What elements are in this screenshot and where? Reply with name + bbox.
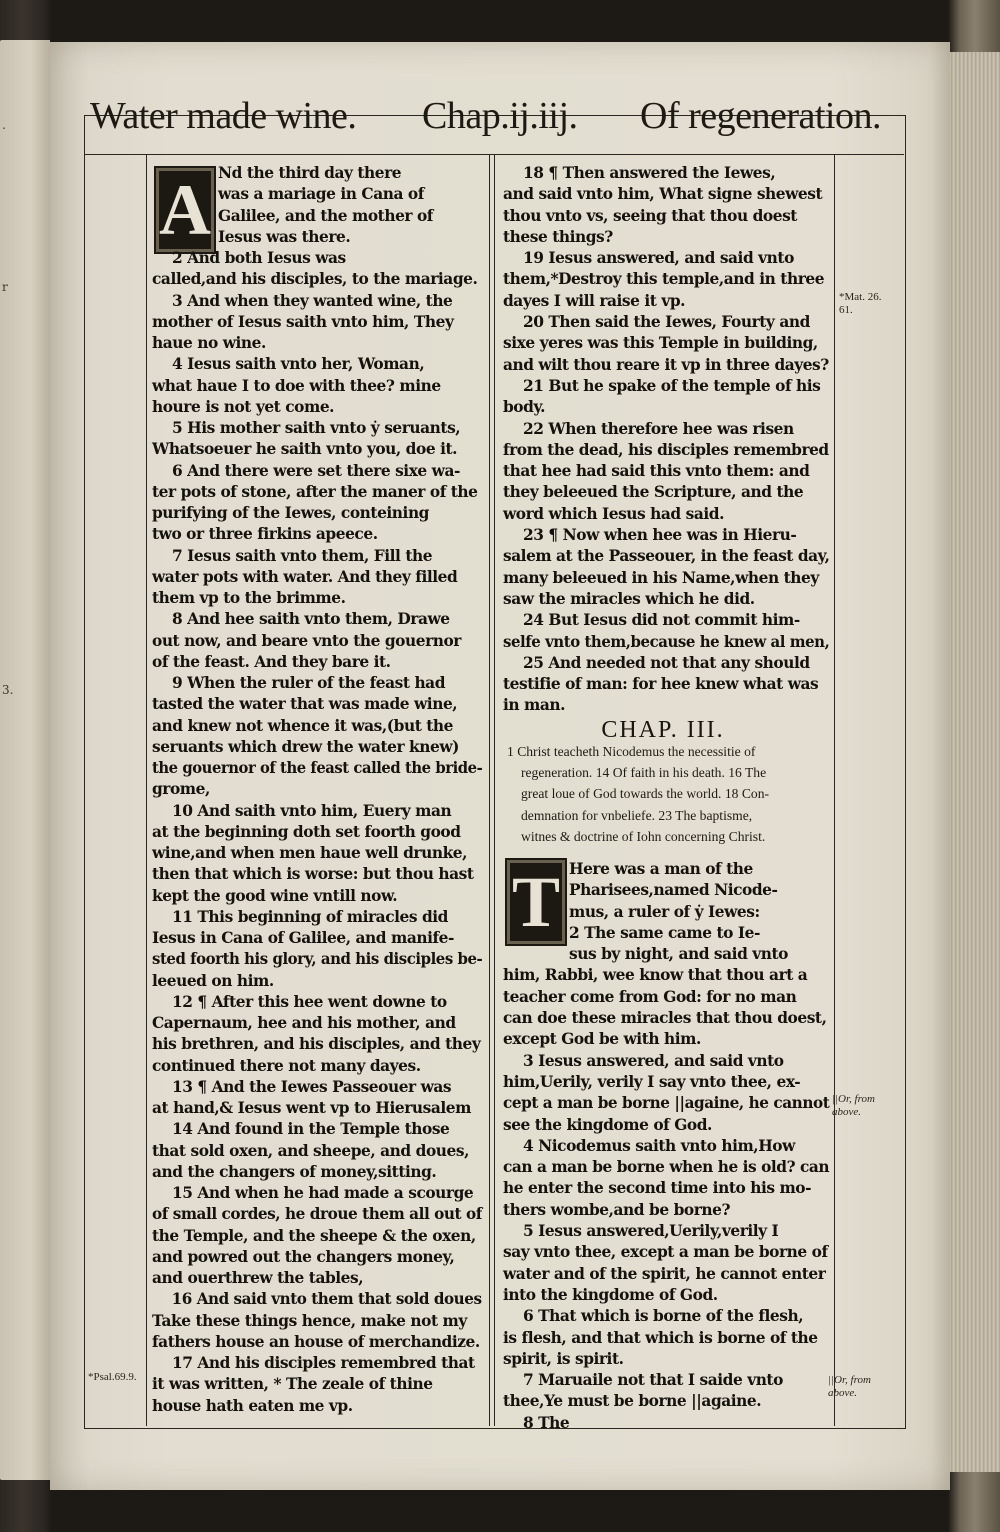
text-line: at the beginning doth set foorth good xyxy=(152,822,461,841)
margin-note-matthew: *Mat. 26. 61. xyxy=(839,291,882,316)
right-column-text-bottom xyxy=(503,859,829,1434)
text-line: them,*Destroy this temple,and in three xyxy=(503,270,825,289)
text-line: sixe yeres was this Temple in building, xyxy=(503,334,818,353)
text-line: him, Rabbi, wee know that thou art a xyxy=(503,966,808,985)
text-line: houre is not yet come. xyxy=(152,397,335,416)
text-line: 3 Iesus answered, and said vnto xyxy=(523,1051,784,1070)
text-line: dayes I will raise it vp. xyxy=(503,291,686,310)
left-column-text xyxy=(152,163,482,1417)
text-line: and the changers of money,sitting. xyxy=(152,1162,437,1181)
text-line: grome, xyxy=(152,780,210,799)
text-line: cept a man be borne ||againe, he cannot xyxy=(503,1094,830,1113)
running-head-chapter: Chap.ij.iij. xyxy=(422,95,578,137)
page-stack-edges xyxy=(948,52,1000,1472)
left-edge-mark: . xyxy=(2,118,6,132)
left-margin-rule xyxy=(146,154,147,1426)
running-head-left: Water made wine. xyxy=(90,95,357,137)
text-line: 6 And there were set there sixe wa- xyxy=(172,461,460,480)
right-column-text-top xyxy=(503,163,829,717)
text-line: teacher come from God: for no man xyxy=(503,987,797,1006)
text-line: at hand,& Iesus went vp to Hierusalem xyxy=(152,1099,471,1117)
text-line: kept the good wine vntill now. xyxy=(152,886,398,905)
text-line: Take these things hence, make not my xyxy=(152,1311,467,1330)
text-line: 20 Then said the Iewes, Fourty and xyxy=(523,313,810,332)
text-line: sus by night, and said vnto xyxy=(569,945,788,964)
text-line: in man. xyxy=(503,696,566,715)
text-line: is flesh, and that which is borne of the xyxy=(503,1328,818,1347)
left-edge-mark: 3. xyxy=(2,683,14,697)
text-line: 5 His mother saith vnto ẏ seruants, xyxy=(172,419,461,437)
text-line: Whatsoeuer he saith vnto you, doe it. xyxy=(152,440,458,459)
text-line: called,and his disciples, to the mariage. xyxy=(152,270,478,289)
text-line: 15 And when he had made a scourge xyxy=(172,1184,474,1202)
summary-line: 1 Christ teacheth Nicodemus the necessitie of xyxy=(507,744,756,759)
text-line: that sold oxen, and sheepe, and doues, xyxy=(152,1141,469,1160)
text-line: sted foorth his glory, and his disciples be- xyxy=(152,950,483,969)
text-line: seruants which drew the water knew) xyxy=(152,737,459,756)
text-line: house hath eaten me vp. xyxy=(152,1396,353,1415)
text-line: fathers house an house of merchandize. xyxy=(152,1332,480,1351)
text-line: 22 When therefore hee was risen xyxy=(523,419,794,438)
text-line: 7 Iesus saith vnto them, Fill the xyxy=(172,546,433,565)
text-line: of small cordes, he droue them all out of xyxy=(152,1205,482,1224)
text-line: 23 ¶ Now when hee was in Hieru- xyxy=(523,526,797,545)
text-line: what haue I to doe with thee? mine xyxy=(152,376,441,395)
text-line: Iesus in Cana of Galilee, and manife- xyxy=(152,929,454,947)
text-line: 7 Maruaile not that I saide vnto xyxy=(523,1371,783,1390)
text-line: 14 And found in the Temple those xyxy=(172,1120,450,1139)
text-line: Capernaum, hee and his mother, and xyxy=(152,1014,456,1032)
ornamental-dropcap-a: A xyxy=(154,166,216,254)
text-line: then that which is worse: but thou hast xyxy=(152,865,474,884)
ornamental-dropcap-t: T xyxy=(505,858,567,946)
text-line: the gouernor of the feast called the bride- xyxy=(152,759,483,777)
text-line: mus, a ruler of ẏ Iewes: xyxy=(569,902,760,921)
text-line: that hee had said this vnto them: and xyxy=(503,462,810,481)
running-head-right: Of regeneration. xyxy=(640,95,881,137)
text-line: mother of Iesus saith vnto him, They xyxy=(152,312,454,331)
text-line: 8 And hee saith vnto them, Drawe xyxy=(172,610,450,629)
text-line: word which Iesus had said. xyxy=(503,504,725,523)
text-line: body. xyxy=(503,398,546,417)
text-line: 10 And saith vnto him, Euery man xyxy=(172,801,452,820)
text-line: except God be with him. xyxy=(503,1030,701,1049)
text-line: haue no wine. xyxy=(152,334,266,352)
text-line: continued there not many dayes. xyxy=(152,1056,421,1075)
text-line: say vnto thee, except a man be borne of xyxy=(503,1243,828,1262)
text-line: from the dead, his disciples remembred xyxy=(503,440,829,459)
text-line: out now, and beare vnto the gouernor xyxy=(152,631,461,650)
text-line: can doe these miracles that thou doest, xyxy=(503,1009,827,1028)
previous-page-edge xyxy=(0,40,50,1480)
text-line: it was written, * The zeale of thine xyxy=(152,1375,433,1394)
text-line: 4 Nicodemus saith vnto him,How xyxy=(523,1136,795,1155)
text-line: and wilt thou reare it vp in three dayes? xyxy=(503,355,829,374)
text-line: them vp to the brimme. xyxy=(152,589,346,607)
text-line: 13 ¶ And the Iewes Passeouer was xyxy=(172,1077,452,1096)
text-line: 2 The same came to Ie- xyxy=(569,923,760,942)
text-line: saw the miracles which he did. xyxy=(503,589,755,608)
text-line: 12 ¶ After this hee went downe to xyxy=(172,992,447,1011)
text-line: and ouerthrew the tables, xyxy=(152,1269,364,1287)
text-line: 6 That which is borne of the flesh, xyxy=(523,1307,804,1326)
text-line: 4 Iesus saith vnto her, Woman, xyxy=(172,355,425,374)
text-line: was a mariage in Cana of xyxy=(218,185,424,204)
text-line: see the kingdome of God. xyxy=(503,1115,712,1134)
text-line: thee,Ye must be borne ||againe. xyxy=(503,1392,762,1411)
text-line: 8 The xyxy=(523,1413,570,1432)
text-line: 18 ¶ Then answered the Iewes, xyxy=(523,164,776,182)
text-line: spirit, is spirit. xyxy=(503,1349,624,1368)
text-line: 11 This beginning of miracles did xyxy=(172,907,448,926)
text-line: water and of the spirit, he cannot enter xyxy=(503,1264,826,1283)
text-line: he enter the second time into his mo- xyxy=(503,1179,812,1198)
text-line: 5 Iesus answered,Uerily,verily I xyxy=(523,1222,779,1241)
text-line: tasted the water that was made wine, xyxy=(152,695,458,714)
left-edge-mark: r xyxy=(2,280,8,294)
summary-line: regeneration. 14 Of faith in his death. 16 The xyxy=(521,765,767,781)
chapter-summary xyxy=(507,741,833,847)
text-line: two or three firkins apeece. xyxy=(152,525,378,544)
text-line: testifie of man: for hee knew what was xyxy=(503,675,819,694)
text-line: Galilee, and the mother of xyxy=(218,206,433,225)
chapter-heading: CHAP. III. xyxy=(601,717,725,743)
margin-note-or-from-above-2: ||Or, from above. xyxy=(828,1374,871,1399)
summary-line: demnation for vnbeliefe. 23 The baptisme, xyxy=(521,807,753,823)
margin-note-or-from-above: ||Or, from above. xyxy=(832,1093,875,1118)
column-divider-rule-b xyxy=(494,154,495,1426)
text-line: these things? xyxy=(503,227,613,246)
text-line: 17 And his disciples remembred that xyxy=(172,1354,475,1372)
text-line: into the kingdome of God. xyxy=(503,1285,718,1304)
text-line: water pots with water. And they filled xyxy=(152,567,458,586)
text-line: thou vnto vs, seeing that thou doest xyxy=(503,206,797,225)
text-line: selfe vnto them,because he knew al men, xyxy=(503,632,830,651)
text-line: 9 When the ruler of the feast had xyxy=(172,674,446,692)
text-line: Here was a man of the xyxy=(569,860,753,878)
text-line: ter pots of stone, after the maner of the xyxy=(152,482,478,501)
text-line: and knew not whence it was,(but the xyxy=(152,716,453,735)
text-line: many beleeued in his Name,when they xyxy=(503,568,819,587)
text-line: purifying of the Iewes, conteining xyxy=(152,504,429,522)
text-line: of the feast. And they bare it. xyxy=(152,652,391,671)
text-line: 3 And when they wanted wine, the xyxy=(172,291,453,310)
text-line: can a man be borne when he is old? can xyxy=(503,1158,830,1177)
text-line: 19 Iesus answered, and said vnto xyxy=(523,249,794,268)
text-line: his brethren, and his disciples, and they xyxy=(152,1035,481,1054)
text-line: Iesus was there. xyxy=(218,227,351,246)
column-divider-rule-a xyxy=(489,154,490,1426)
text-line: leeued on him. xyxy=(152,971,274,990)
text-line: thers wombe,and be borne? xyxy=(503,1200,731,1219)
summary-line: great loue of God towards the world. 18 Con- xyxy=(521,786,770,802)
text-line: 2 And both Iesus was xyxy=(172,249,346,267)
text-line: Nd the third day there xyxy=(218,164,402,182)
summary-line: witnes & doctrine of Iohn concerning Christ. xyxy=(521,828,766,844)
text-line: 16 And said vnto them that sold doues xyxy=(171,1290,482,1309)
text-line: the Temple, and the sheepe & the oxen, xyxy=(152,1226,476,1245)
text-line: wine,and when men haue well drunke, xyxy=(152,844,468,862)
margin-note-psalm: *Psal.69.9. xyxy=(88,1371,137,1383)
text-line: and powred out the changers money, xyxy=(152,1247,455,1266)
text-line: 21 But he spake of the temple of his xyxy=(523,376,821,395)
text-line: 24 But Iesus did not commit him- xyxy=(523,611,800,630)
text-line: they beleeued the Scripture, and the xyxy=(503,483,804,502)
text-line: and said vnto him, What signe shewest xyxy=(503,185,823,204)
text-line: Pharisees,named Nicode- xyxy=(569,881,778,900)
text-line: 25 And needed not that any should xyxy=(523,653,810,672)
text-line: salem at the Passeouer, in the feast day, xyxy=(503,547,830,566)
text-line: him,Uerily, verily I say vnto thee, ex- xyxy=(503,1072,801,1091)
